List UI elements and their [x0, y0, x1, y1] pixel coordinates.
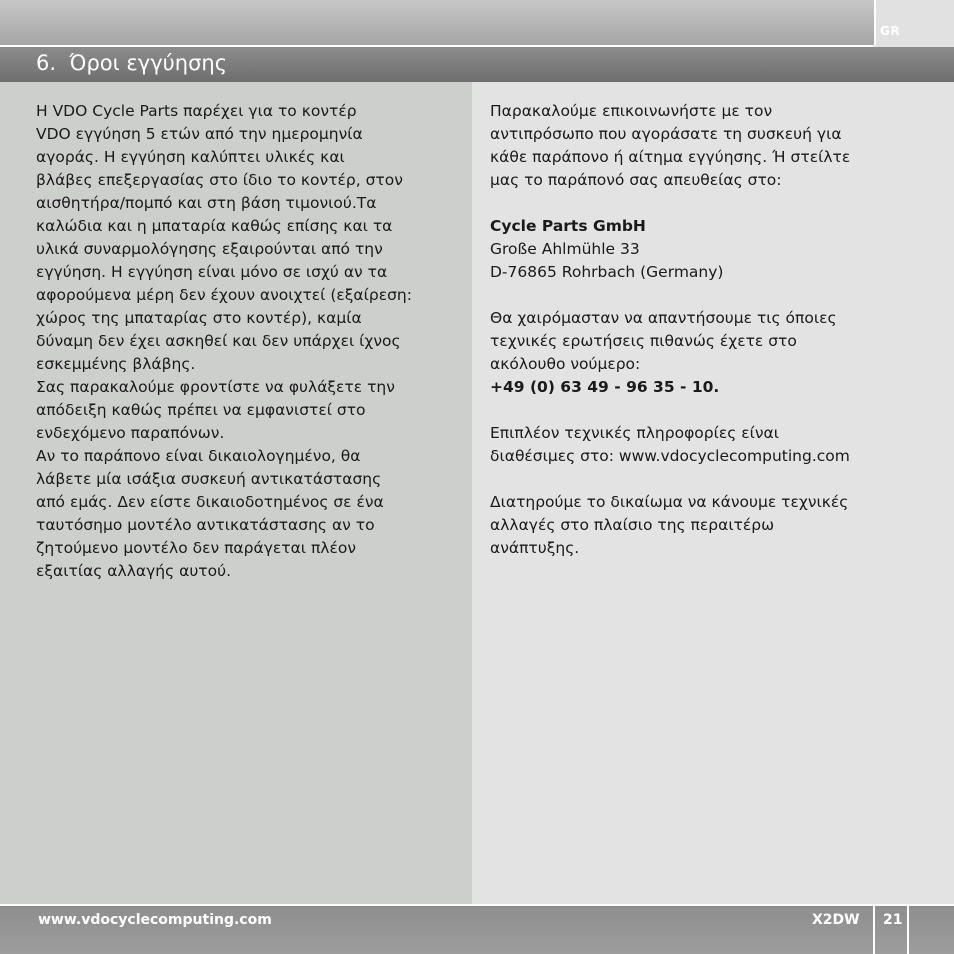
text-line: αλλαγές στο πλαίσιο της περαιτέρω	[490, 516, 775, 534]
paragraph-gap	[490, 284, 910, 307]
page-title: 6. Όροι εγγύησης	[36, 51, 228, 75]
text-line: τεχνικές ερωτήσεις πιθανώς έχετε στο	[490, 332, 797, 350]
text-line: Διατηρούμε το δικαίωμα να κάνουμε τεχνικές	[490, 493, 849, 511]
language-label: GR	[880, 24, 901, 38]
text-line: υλικά συναρμολόγησης εξαιρούνται από την	[36, 240, 383, 258]
text-line: ανάπτυξης.	[490, 539, 580, 557]
text-line: Επιπλέον τεχνικές πληροφορίες είναι	[490, 424, 780, 442]
text-line: Η VDO Cycle Parts παρέχει για το κοντέρ	[36, 102, 357, 120]
paragraph-gap	[490, 399, 910, 422]
language-tab	[874, 0, 954, 45]
footer-model-name: X2DW	[812, 912, 860, 928]
text-line: απόδειξη καθώς πρέπει να εμφανιστεί στο	[36, 401, 366, 419]
text-line: ενδεχόμενο παραπόνων.	[36, 424, 225, 442]
text-line: Σας παρακαλούμε φροντίστε να φυλάξετε την	[36, 378, 395, 396]
text-line: Παρακαλούμε επικοινωνήστε με τον	[490, 102, 773, 120]
company-name: Cycle Parts GmbH	[490, 217, 646, 235]
paragraph-gap	[490, 192, 910, 215]
text-line: μας το παράπονό σας απευθείας στο:	[490, 171, 782, 189]
footer-website: www.vdocyclecomputing.com	[38, 912, 272, 928]
text-line: λάβετε μία ισάξια συσκευή αντικατάστασης	[36, 470, 382, 488]
text-line: ακόλουθο νούμερο:	[490, 355, 641, 373]
text-line: διαθέσιμες στο: www.vdocyclecomputing.com	[490, 447, 850, 465]
text-line: κάθε παράπονο ή αίτημα εγγύησης. Ή στείλτε	[490, 148, 851, 166]
text-line: δύναμη δεν έχει ασκηθεί και δεν υπάρχει ίχνος	[36, 332, 401, 350]
text-line: εγγύηση. Η εγγύηση είναι μόνο σε ισχύ αν τα	[36, 263, 388, 281]
text-line: ταυτόσημο μοντέλο αντικατάστασης αν το	[36, 516, 375, 534]
contact-information-text	[490, 100, 910, 560]
text-line: VDO εγγύηση 5 ετών από την ημερομηνία	[36, 125, 363, 143]
text-line: αντιπρόσωπο που αγοράσατε τη συσκευή για	[490, 125, 842, 143]
text-line: εσκεμμένης βλάβης.	[36, 355, 196, 373]
text-line: καλώδια και η μπαταρία καθώς επίσης και τα	[36, 217, 393, 235]
footer-separator	[907, 906, 909, 954]
footer-separator	[873, 906, 875, 954]
text-line: αφορούμενα μέρη δεν έχουν ανοιχτεί (εξαίρεση:	[36, 286, 412, 304]
phone-number: +49 (0) 63 49 - 96 35 - 10.	[490, 378, 720, 396]
text-line: Αν το παράπονο είναι δικαιολογημένο, θα	[36, 447, 361, 465]
paragraph-gap	[490, 468, 910, 491]
text-line: ζητούμενο μοντέλο δεν παράγεται πλέον	[36, 539, 356, 557]
header-bar	[0, 0, 874, 45]
text-line: χώρος της μπαταρίας στο κοντέρ), καμία	[36, 309, 362, 327]
text-line: αγοράς. Η εγγύηση καλύπτει υλικές και	[36, 148, 345, 166]
text-line: βλάβες επεξεργασίας στο ίδιο το κοντέρ, στον	[36, 171, 403, 189]
company-street: Große Ahlmühle 33	[490, 240, 640, 258]
company-city: D-76865 Rohrbach (Germany)	[490, 263, 724, 281]
text-line: Θα χαιρόμασταν να απαντήσουμε τις όποιες	[490, 309, 837, 327]
text-line: αισθητήρα/πομπό και στη βάση τιμονιού.Τα	[36, 194, 377, 212]
text-line: από εμάς. Δεν είστε δικαιοδοτημένος σε ένα	[36, 493, 384, 511]
warranty-terms-text	[36, 100, 456, 583]
text-line: εξαιτίας αλλαγής αυτού.	[36, 562, 231, 580]
page-number: 21	[883, 912, 903, 928]
